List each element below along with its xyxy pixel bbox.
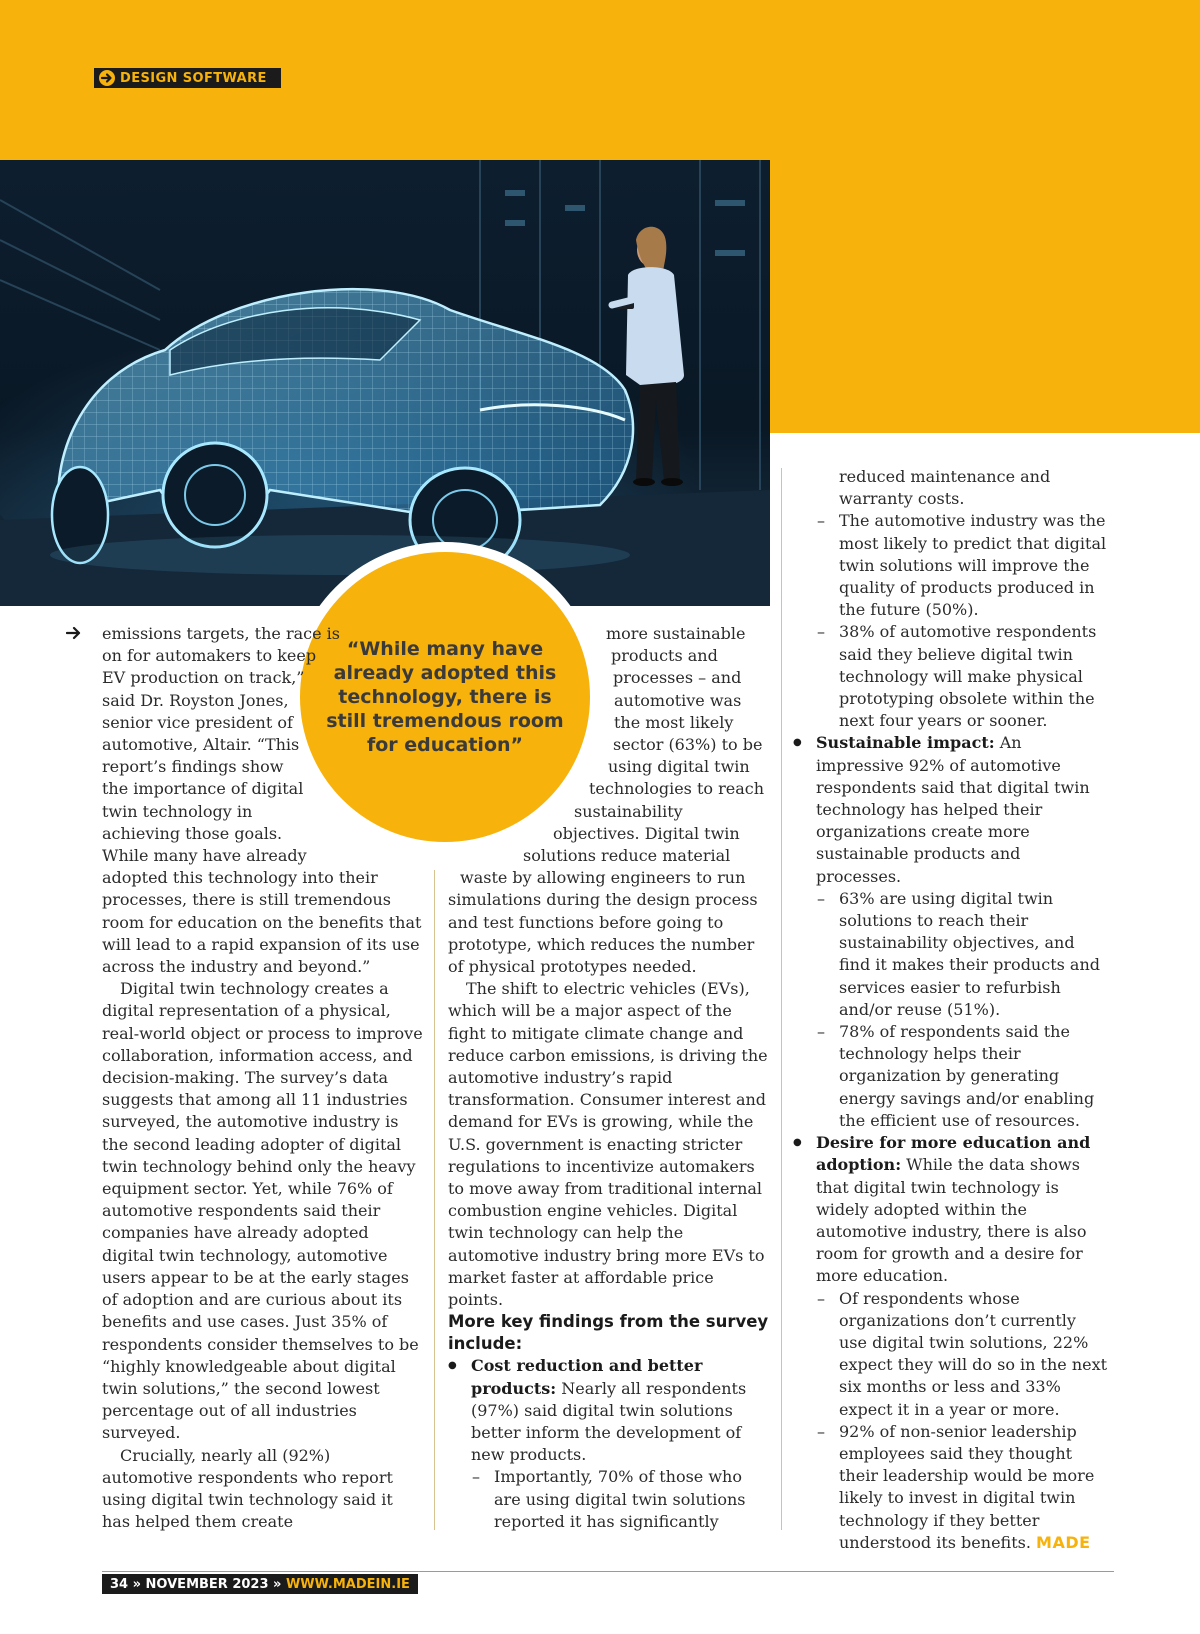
subfinding-future-adoption-text: Of respondents whose organizations don’t currently use digital twin solutions, 22% expect they will do so in the next six months or less and 33% expect it in a year or more. <box>839 1288 1108 1419</box>
subfinding-leadership <box>816 1421 1108 1554</box>
column-divider-1 <box>434 870 435 1530</box>
subfinding-maintenance-cont-text: reduced maintenance and warranty costs. <box>839 467 1051 509</box>
finding-sustainable-impact <box>793 732 1108 1132</box>
article-column-3 <box>793 466 1108 1554</box>
col1-paragraph-1: emissions targets, the race is on for automakers to keep EV production on track,” said Dr. Royston Jones, senior vice president of automotive, Altair. “This report’s findings show the importance of digital twin technology in achieving those goals. While many have already adopted this technology into their processes, there is still tremendous room for education on the benefits that will lead to a rapid expansion of its use across the industry and beyond.” <box>102 624 422 977</box>
col1-paragraph-2: Digital twin technology creates a digital representation of a physical, real-world object or process to improve collaboration, information access, and decision-making. The survey’s data suggests that among all 11 industries surveyed, the automotive industry is the second leading adopter of digital twin technology behind only the heavy equipment sector. Yet, while 76% of automotive respondents said their companies have already adopted digital twin technology, automotive users appear to be at the early stages of adoption and are curious about its benefits and use cases. Just 35% of respondents consider themselves to be “highly knowledgeable about digital twin solutions,” the second lowest percentage out of all industries surveyed. <box>102 979 423 1443</box>
subfinding-leadership-text: 92% of non-senior leadership employees said they thought their leadership would be more likely to invest in digital twin technology if they better understood its benefits. <box>839 1421 1095 1552</box>
arrow-circle-icon <box>98 69 116 87</box>
article-column-1 <box>102 623 424 1533</box>
col2-paragraph-2: The shift to electric vehicles (EVs), which will be a major aspect of the fight to mitigate climate change and reduce carbon emissions, is driving the automotive industry’s rapid transformation. Consumer interest and demand for EVs is growing, while the U.S. government is enacting stricter regulations to incentivize automakers to move away from traditional internal combustion engine vehicles. Digital twin technology can help the automotive industry bring more EVs to market faster at affordable price points. <box>448 979 768 1310</box>
finding-cost-reduction-label: Cost reduction and better products: <box>471 1356 703 1398</box>
finding-education-adoption-label: Desire for more education and adoption: <box>816 1133 1091 1175</box>
sustainable-impact-sublist <box>816 888 1108 1132</box>
col2-paragraph-1: more sustainable products and processes – and automotive was the most likely sector (63%) to be using digital twin technologies to reach sustainability objectives. Digital twin solutions reduce material waste by allowing engineers to run simulations during the design process and test functions before going to prototype, which reduces the number of physical prototypes needed. <box>448 624 765 977</box>
subfinding-maintenance-continued <box>816 466 1108 510</box>
article-column-2 <box>448 623 770 1533</box>
findings-list-continued <box>793 466 1108 1554</box>
footer-url[interactable]: WWW.MADEIN.IE <box>285 1576 410 1592</box>
subfinding-sustainability-objectives <box>816 888 1108 1021</box>
subfinding-prototyping-text: 38% of automotive respondents said they believe digital twin technology will make physical prototyping obsolete within the next four years or sooner. <box>839 622 1097 731</box>
finding-sustainable-impact-text: An impressive 92% of automotive respondents said that digital twin technology has helped their organizations create more sustainable products and processes. <box>816 733 1090 886</box>
section-tag <box>94 68 281 88</box>
pull-quote-text: “While many have already adopted this technology, there is still tremendous room for education” <box>326 638 564 756</box>
finding-cost-reduction <box>448 1355 770 1533</box>
subfinding-future-adoption <box>816 1288 1108 1421</box>
cost-reduction-sublist-continued <box>816 466 1108 732</box>
subfinding-energy-savings <box>816 1021 1108 1132</box>
finding-cost-reduction-text: Nearly all respondents (97%) said digital twin solutions better inform the development of new products. <box>471 1378 747 1465</box>
subfinding-quality <box>816 510 1108 621</box>
footer-rule <box>102 1571 1114 1572</box>
finding-cost-reduction-continued <box>793 466 1108 732</box>
continue-arrow-icon <box>66 626 82 640</box>
page-footer <box>102 1574 418 1594</box>
finding-sustainable-impact-label: Sustainable impact: <box>816 733 995 753</box>
findings-list <box>448 1355 770 1533</box>
subfinding-maintenance-text: Importantly, 70% of those who are using digital twin solutions reported it has significantly <box>494 1467 746 1531</box>
column-divider-2 <box>781 468 782 1530</box>
finding-education-adoption-text: While the data shows that digital twin technology is widely adopted within the automotive industry, there is also room for growth and a desire for more education. <box>816 1155 1087 1286</box>
digital-twin-car-illustration <box>0 160 770 606</box>
cost-reduction-sublist <box>471 1466 770 1533</box>
end-mark-made: MADE <box>1036 1532 1091 1552</box>
finding-education-adoption <box>793 1132 1108 1554</box>
education-adoption-sublist <box>816 1288 1108 1554</box>
subfinding-maintenance <box>471 1466 770 1533</box>
subfinding-quality-text: The automotive industry was the most likely to predict that digital twin solutions will improve the quality of products produced in the future (50%). <box>839 511 1107 620</box>
key-findings-heading: More key findings from the survey include: <box>448 1312 769 1354</box>
footer-page-info: 34 » NOVEMBER 2023 » <box>110 1576 286 1592</box>
subfinding-energy-text: 78% of respondents said the technology helps their organization by generating energy savings and/or enabling the efficient use of resources. <box>839 1022 1095 1130</box>
subfinding-prototyping <box>816 621 1108 732</box>
hero-image <box>0 160 770 606</box>
section-tag-label: DESIGN SOFTWARE <box>120 70 267 86</box>
subfinding-sustainability-text: 63% are using digital twin solutions to reach their sustainability objectives, and find it makes their products and services easier to refurbish and/or reuse (51%). <box>839 888 1101 1019</box>
col1-paragraph-3: Crucially, nearly all (92%) automotive respondents who report using digital twin technology said it has helped them create <box>102 1445 393 1532</box>
